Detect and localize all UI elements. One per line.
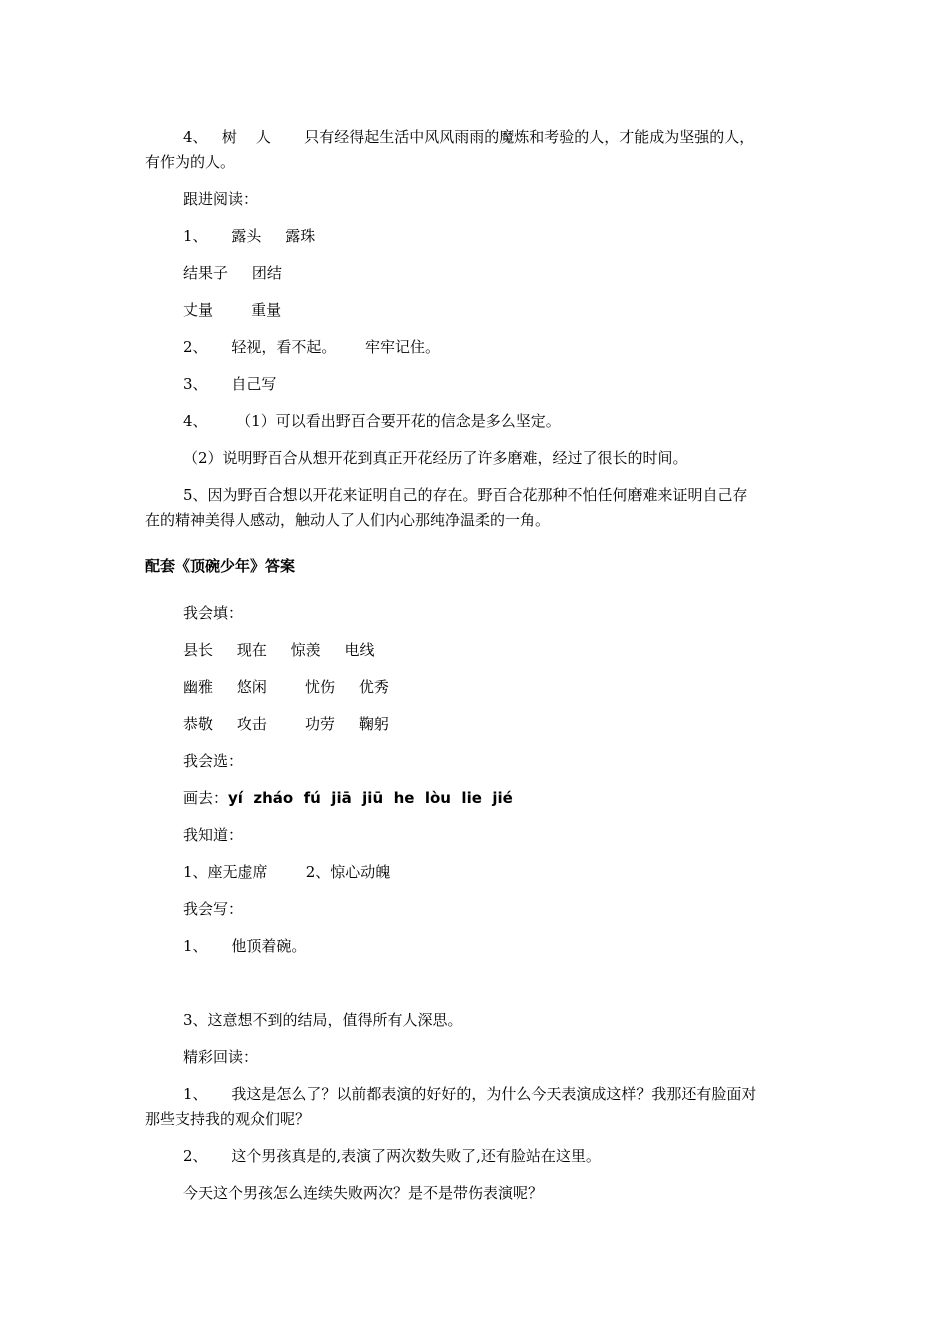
review-answer-1-continued: 那些支持我的观众们呢？ bbox=[145, 1110, 311, 1128]
follow-answer-3: 3、 自己写 bbox=[183, 375, 277, 393]
follow-answer-4-part2: （2）说明野百合从想开花到真正开花经历了许多磨难，经过了很长的时间。 bbox=[183, 449, 688, 467]
review-answer-2-continued: 今天这个男孩怎么连续失败两次？是不是带伤表演呢？ bbox=[183, 1184, 544, 1202]
follow-answer-1-row3: 丈量 重量 bbox=[183, 301, 282, 319]
follow-answer-4-part1: 4、 （1）可以看出野百合要开花的信念是多么坚定。 bbox=[183, 412, 561, 430]
section-label-review: 精彩回读： bbox=[183, 1048, 259, 1066]
answer-line-4-tree-person: 4、 树 人 只有经得起生活中风风雨雨的魔炼和考验的人，才能成为坚强的人， bbox=[183, 128, 755, 146]
follow-answer-5: 5、因为野百合想以开花来证明自己的存在。野百合花那种不怕任何磨难来证明自己存 bbox=[183, 486, 748, 504]
follow-answer-1-row2: 结果子 团结 bbox=[183, 264, 282, 282]
section-label-know: 我知道： bbox=[183, 826, 244, 844]
section-label-choose: 我会选： bbox=[183, 752, 244, 770]
section-label-fill: 我会填： bbox=[183, 604, 244, 622]
fill-row-2: 幽雅 悠闲 忧伤 优秀 bbox=[183, 678, 389, 696]
section-heading: 配套《顶碗少年》答案 bbox=[145, 557, 296, 575]
choose-line bbox=[183, 788, 513, 808]
write-answer-3: 3、这意想不到的结局，值得所有人深思。 bbox=[183, 1011, 463, 1029]
fill-row-1: 县长 现在 惊羡 电线 bbox=[183, 641, 375, 659]
follow-answer-5-continued: 在的精神美得人感动，触动人了人们内心那纯净温柔的一角。 bbox=[145, 511, 551, 529]
follow-answer-2: 2、 轻视，看不起。 牢牢记住。 bbox=[183, 338, 440, 356]
answer-line-4-continued: 有作为的人。 bbox=[145, 153, 236, 171]
follow-answer-1: 1、 露头 露珠 bbox=[183, 227, 316, 245]
section-label-follow-reading: 跟进阅读： bbox=[183, 190, 259, 208]
choose-pinyin: yí zháo fú jiā jiū he lòu lie jié bbox=[228, 789, 513, 807]
fill-row-3: 恭敬 攻击 功劳 鞠躬 bbox=[183, 715, 389, 733]
choose-label: 画去： bbox=[183, 789, 229, 807]
review-answer-1: 1、 我这是怎么了？以前都表演的好好的，为什么今天表演成这样？我那还有脸面对 bbox=[183, 1085, 757, 1103]
write-answer-1: 1、 他顶着碗。 bbox=[183, 937, 307, 955]
know-answers: 1、座无虚席 2、惊心动魄 bbox=[183, 863, 391, 881]
section-label-write: 我会写： bbox=[183, 900, 244, 918]
review-answer-2: 2、 这个男孩真是的,表演了两次数失败了,还有脸站在这里。 bbox=[183, 1147, 601, 1165]
